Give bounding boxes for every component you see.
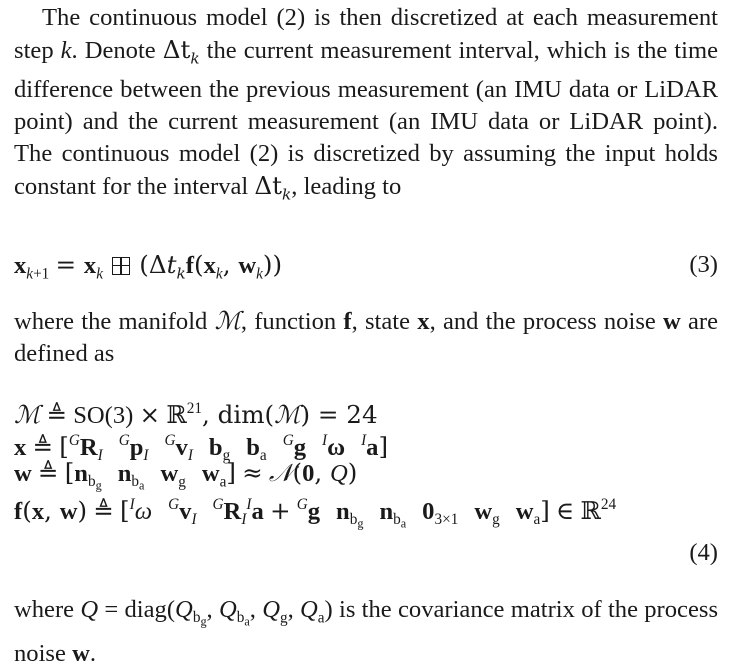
boxplus-operator (112, 257, 130, 275)
paragraph-definitions: where the manifold ℳ, function f, state x, and the process noise w are defined as (14, 308, 719, 367)
equation-4-number: (4) (689, 539, 718, 566)
equation-3-number: (3) (689, 251, 718, 278)
paragraph-covariance: where $Q = diag(Q_{b_g}$, $Q_{b_a}$, $Q_g$, $Q_a$) is the covariance matrix of the process noise w. (14, 596, 719, 667)
equation-4-line-state: x ≜ [$^GR_I^Gp_I^Gv_I$ $b_g$ $b_a^Gg$ $^I$ω $^I$a] (14, 431, 389, 465)
equation-4-line-manifold: ℳ ≜ SO(3) × ℝ$^{21}$, dim(ℳ) = 24 (14, 399, 378, 429)
equation-4-line-function: f(x, w) ≜ [$^I$ω $^Gv_I^GR_I^Ia + ^Gg$ $n_{b_g}$ $n_{b_a}$ $0_{3\times 1}$ $w_g$ $w_a$] ∈ ℝ$^{24}$ (14, 495, 617, 531)
equation-3: $x_{k+1} = x_k$ ($\Delta t_kf(x_k$, $w_k$)) (14, 250, 283, 283)
equation-4-line-noise: w ≜ [$n_{b_g}$ $n_{b_a}$ $w_g$ $w_a$] ≈ 𝒩(0, Q) (14, 458, 358, 493)
paragraph-discretization: The continuous model (2) is then discretized at each measurement step k. Denote $\Delta t_k$ the current measurement interval, which is the time difference between the previous measurement (an IMU data or LiDAR point) and the current measurement (an IMU data or LiDAR point). The continuous model (2) is discretized by assuming the input holds constant for the interval $\Delta t_k$, leading to (14, 4, 719, 204)
